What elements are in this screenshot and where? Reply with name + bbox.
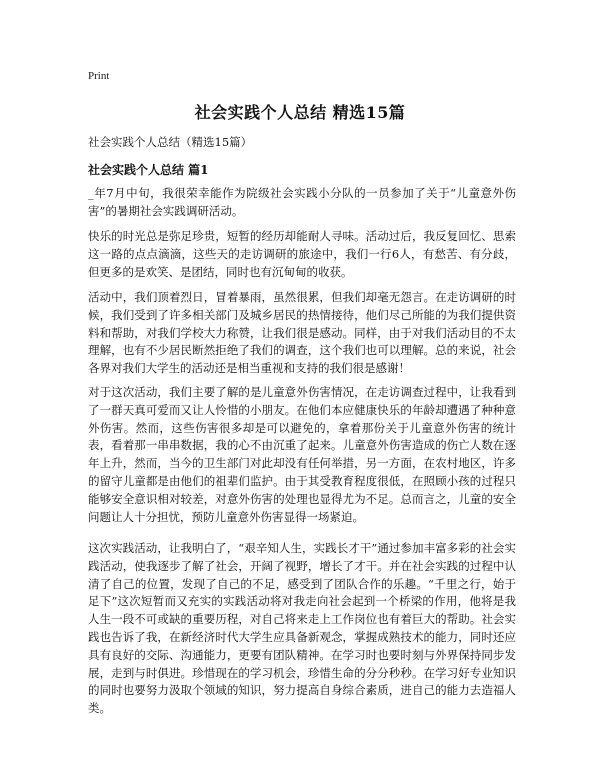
paragraph-3: 活动中，我们顶着烈日，冒着暴雨，虽然很累，但我们却毫无怨言。在走访调研的时候，我们受到了许多相关部门及城乡居民的热情接待，他们尽己所能的为我们提供资料和帮助，对我们学校大力称赞，让我们很是感动。同样，由于对我们活动目的不太理解，也有不少居民断然拒绝了我们的调查，这个我们也可以理解。总的来说，社会各界对我们大学生的活动还是相当重视和支持的我们很是感谢！ [88, 290, 516, 376]
paragraph-1: _年7月中旬，我很荣幸能作为院级社会实践小分队的一员参加了关于“儿童意外伤害”的暑期社会实践调研活动。 [88, 186, 516, 218]
document-title: 社会实践个人总结 精选15篇 [194, 103, 406, 122]
paragraph-5: 这次实践活动，让我明白了，“艰辛知人生，实践长才干”通过参加丰富多彩的社会实践活动，使我逐步了解了社会，开阔了视野，增长了才干。并在社会实践的过程中认清了自己的位置，发现了自己的不足，感受到了团队合作的乐趣。“千里之行，始于足下”这次短暂而又充实的实践活动将对我走向社会起到一个桥梁的作用，他将是我人生一段不可或缺的重要历程，对自己将来走上工作岗位也有着巨大的帮助。社会实践也告诉了我，在新经济时代大学生应具备新观念，掌握成熟技术的能力，同时还应具有良好的交际、沟通能力，更要有团队精神。在学习时也要时刻与外界保持同步发展，走到与时俱进。珍惜现在的学习机会，珍惜生命的分分秒秒。在学习好专业知识的同时也要努力汲取个领域的知识，努力提高自身综合素质，进自己的能力去造福人类。 [88, 541, 516, 716]
paragraph-2: 快乐的时光总是弥足珍贵，短暂的经历却能耐人寻味。活动过后，我反复回忆、思索这一路的点点滴滴，这些天的走访调研的旅途中，我们一行6人，有愁苦、有分歧，但更多的是欢笑、是团结，同时也有沉甸甸的收获。 [88, 229, 516, 279]
paragraph-4: 对于这次活动，我们主要了解的是儿童意外伤害情况，在走访调查过程中，让我看到了一群天真可爱而又让人怜惜的小朋友。在他们本应健康快乐的年龄却遭遇了种种意外伤害。然而，这些伤害很多却是可以避免的，拿着那份关于儿童意外伤害的统计表，看着那一串串数据，我的心不由沉重了起来。儿童意外伤害造成的伤亡人数在逐年上升，然而，当今的卫生部门对此却没有任何举措，另一方面，在农村地区，许多的留守儿童都是由他们的祖辈们监护。由于其受教育程度很低，在照顾小孩的过程只能够安全意识相对较差，对意外伤害的处理也显得尤为不足。总而言之，儿童的安全问题让人十分担忧，预防儿童意外伤害显得一场紧迫。 [88, 385, 516, 524]
document-subtitle: 社会实践个人总结（精选15篇） [88, 135, 253, 149]
section-heading: 社会实践个人总结 篇1 [88, 163, 209, 177]
print-label[interactable]: Print [88, 70, 110, 82]
